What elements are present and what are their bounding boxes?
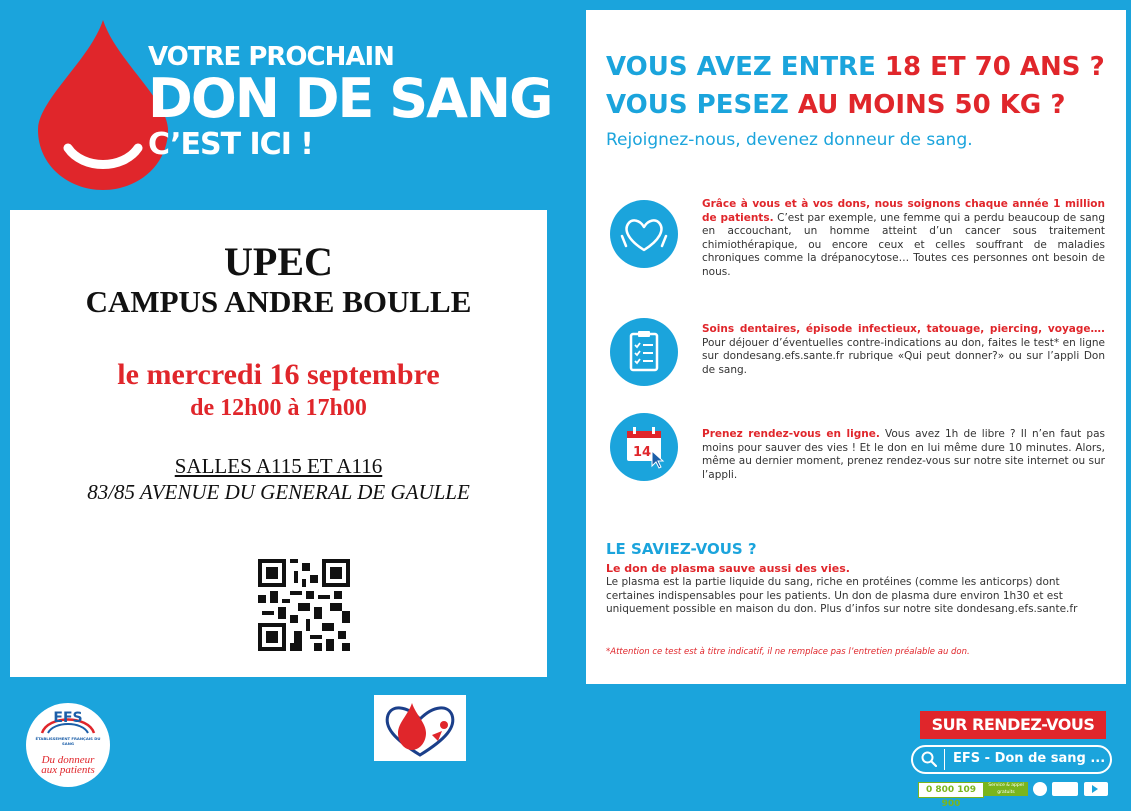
age-question-prefix: VOUS AVEZ ENTRE xyxy=(606,52,885,82)
event-card xyxy=(10,210,547,677)
app-store-icons[interactable] xyxy=(1032,780,1112,798)
phone-number[interactable]: 0 800 109 900 xyxy=(918,782,984,798)
event-date: le mercredi 16 septembre xyxy=(117,358,440,391)
efs-subtitle: ÉTABLISSEMENT FRANÇAIS DU SANG xyxy=(35,736,101,746)
search-icon xyxy=(921,751,937,767)
event-rooms: SALLES A115 ET A116 xyxy=(174,454,383,478)
heart-hands-icon xyxy=(610,200,678,268)
appointment-banner: SUR RENDEZ-VOUS xyxy=(920,711,1106,739)
weight-question xyxy=(606,90,1065,120)
patients-body: C’est par exemple, une femme qui a perdu beaucoup de sang en accouchant, un homme atteint d’un cancer sous traitement chimiothérapique, ou encore ceux et celles souffrant de maladies chroniques comme la drépanocytose… Toutes ces personnes ont besoin de nous. xyxy=(702,211,1105,278)
efs-letters: EFS xyxy=(53,710,83,726)
headline-line-3: C’EST ICI ! xyxy=(148,127,313,162)
appointment-body: Vous avez 1h de libre ? Il n’en faut pas moins pour sauver des vies ! Et le don en lui même dure 10 minutes. Alors, même au dernier moment, prenez rendez-vous sur notre site internet ou sur l’appli. xyxy=(702,428,1105,481)
qr-code-icon[interactable] xyxy=(258,559,350,651)
search-text: EFS - Don de sang ... xyxy=(953,751,1106,766)
calendar-click-icon xyxy=(610,413,678,481)
event-time: de 12h00 à 17h00 xyxy=(190,395,367,421)
event-address: 83/85 AVENUE DU GENERAL DE GAULLE xyxy=(87,480,470,504)
footnote xyxy=(606,647,970,657)
appointment-lead: Prenez rendez-vous en ligne. xyxy=(702,428,880,440)
plasma-subtitle: Le don de plasma sauve aussi des vies. xyxy=(606,562,850,575)
weight-min: AU MOINS 50 KG ? xyxy=(797,90,1066,120)
heart-drop-logo-icon xyxy=(374,695,466,761)
eligibility-lead: Soins dentaires, épisode infectieux, tatouage, piercing, voyage…. xyxy=(702,323,1105,335)
eligibility-paragraph xyxy=(702,323,1105,377)
search-divider xyxy=(944,749,945,770)
join-text: Rejoignez-nous, devenez donneur de sang. xyxy=(606,130,973,150)
efs-tagline: Du donneur aux patients xyxy=(41,754,95,776)
calendar-day: 14 xyxy=(632,445,652,460)
headline-line-1: VOTRE PROCHAIN xyxy=(148,42,394,72)
weight-question-prefix: VOUS PESEZ xyxy=(606,90,798,120)
eligibility-body: Pour déjouer d’éventuelles contre-indications au don, faites le test* en ligne sur dondesang.efs.sante.fr rubrique «Qui peut donner?» ou sur l’appli Don de sang. xyxy=(702,336,1105,376)
age-range: 18 ET 70 ANS ? xyxy=(884,52,1105,82)
did-you-know-title: LE SAVIEZ-VOUS ? xyxy=(606,540,757,558)
appointment-paragraph xyxy=(702,428,1105,482)
partner-logo xyxy=(374,695,466,761)
patients-lead: Grâce à vous et à vos dons, nous soignons chaque année 1 million de patients. xyxy=(702,198,1105,224)
checklist-icon xyxy=(610,318,678,386)
phone-tag: Service & appel gratuits xyxy=(984,782,1028,796)
footnote-star: * xyxy=(606,647,611,657)
headline-line-2: DON DE SANG xyxy=(148,67,552,130)
efs-logo xyxy=(26,703,110,787)
footnote-text: Attention ce test est à titre indicatif, il ne remplace pas l’entretien préalable au don. xyxy=(610,647,970,657)
search-bar[interactable] xyxy=(911,745,1112,774)
age-question xyxy=(606,52,1105,82)
plasma-body: Le plasma est la partie liquide du sang, riche en protéines (comme les anticorps) dont certaines indispensables pour les patients. Un don de plasma dure environ 1h30 et est uniquement possible en maison du don. Plus d’infos sur notre site dondesang.efs.sante.fr xyxy=(606,576,1078,615)
event-campus: CAMPUS ANDRE BOULLE xyxy=(85,284,472,319)
info-card xyxy=(586,10,1126,684)
event-organization: UPEC xyxy=(224,239,333,284)
campaign-headline xyxy=(148,44,551,160)
patients-paragraph xyxy=(702,198,1105,279)
